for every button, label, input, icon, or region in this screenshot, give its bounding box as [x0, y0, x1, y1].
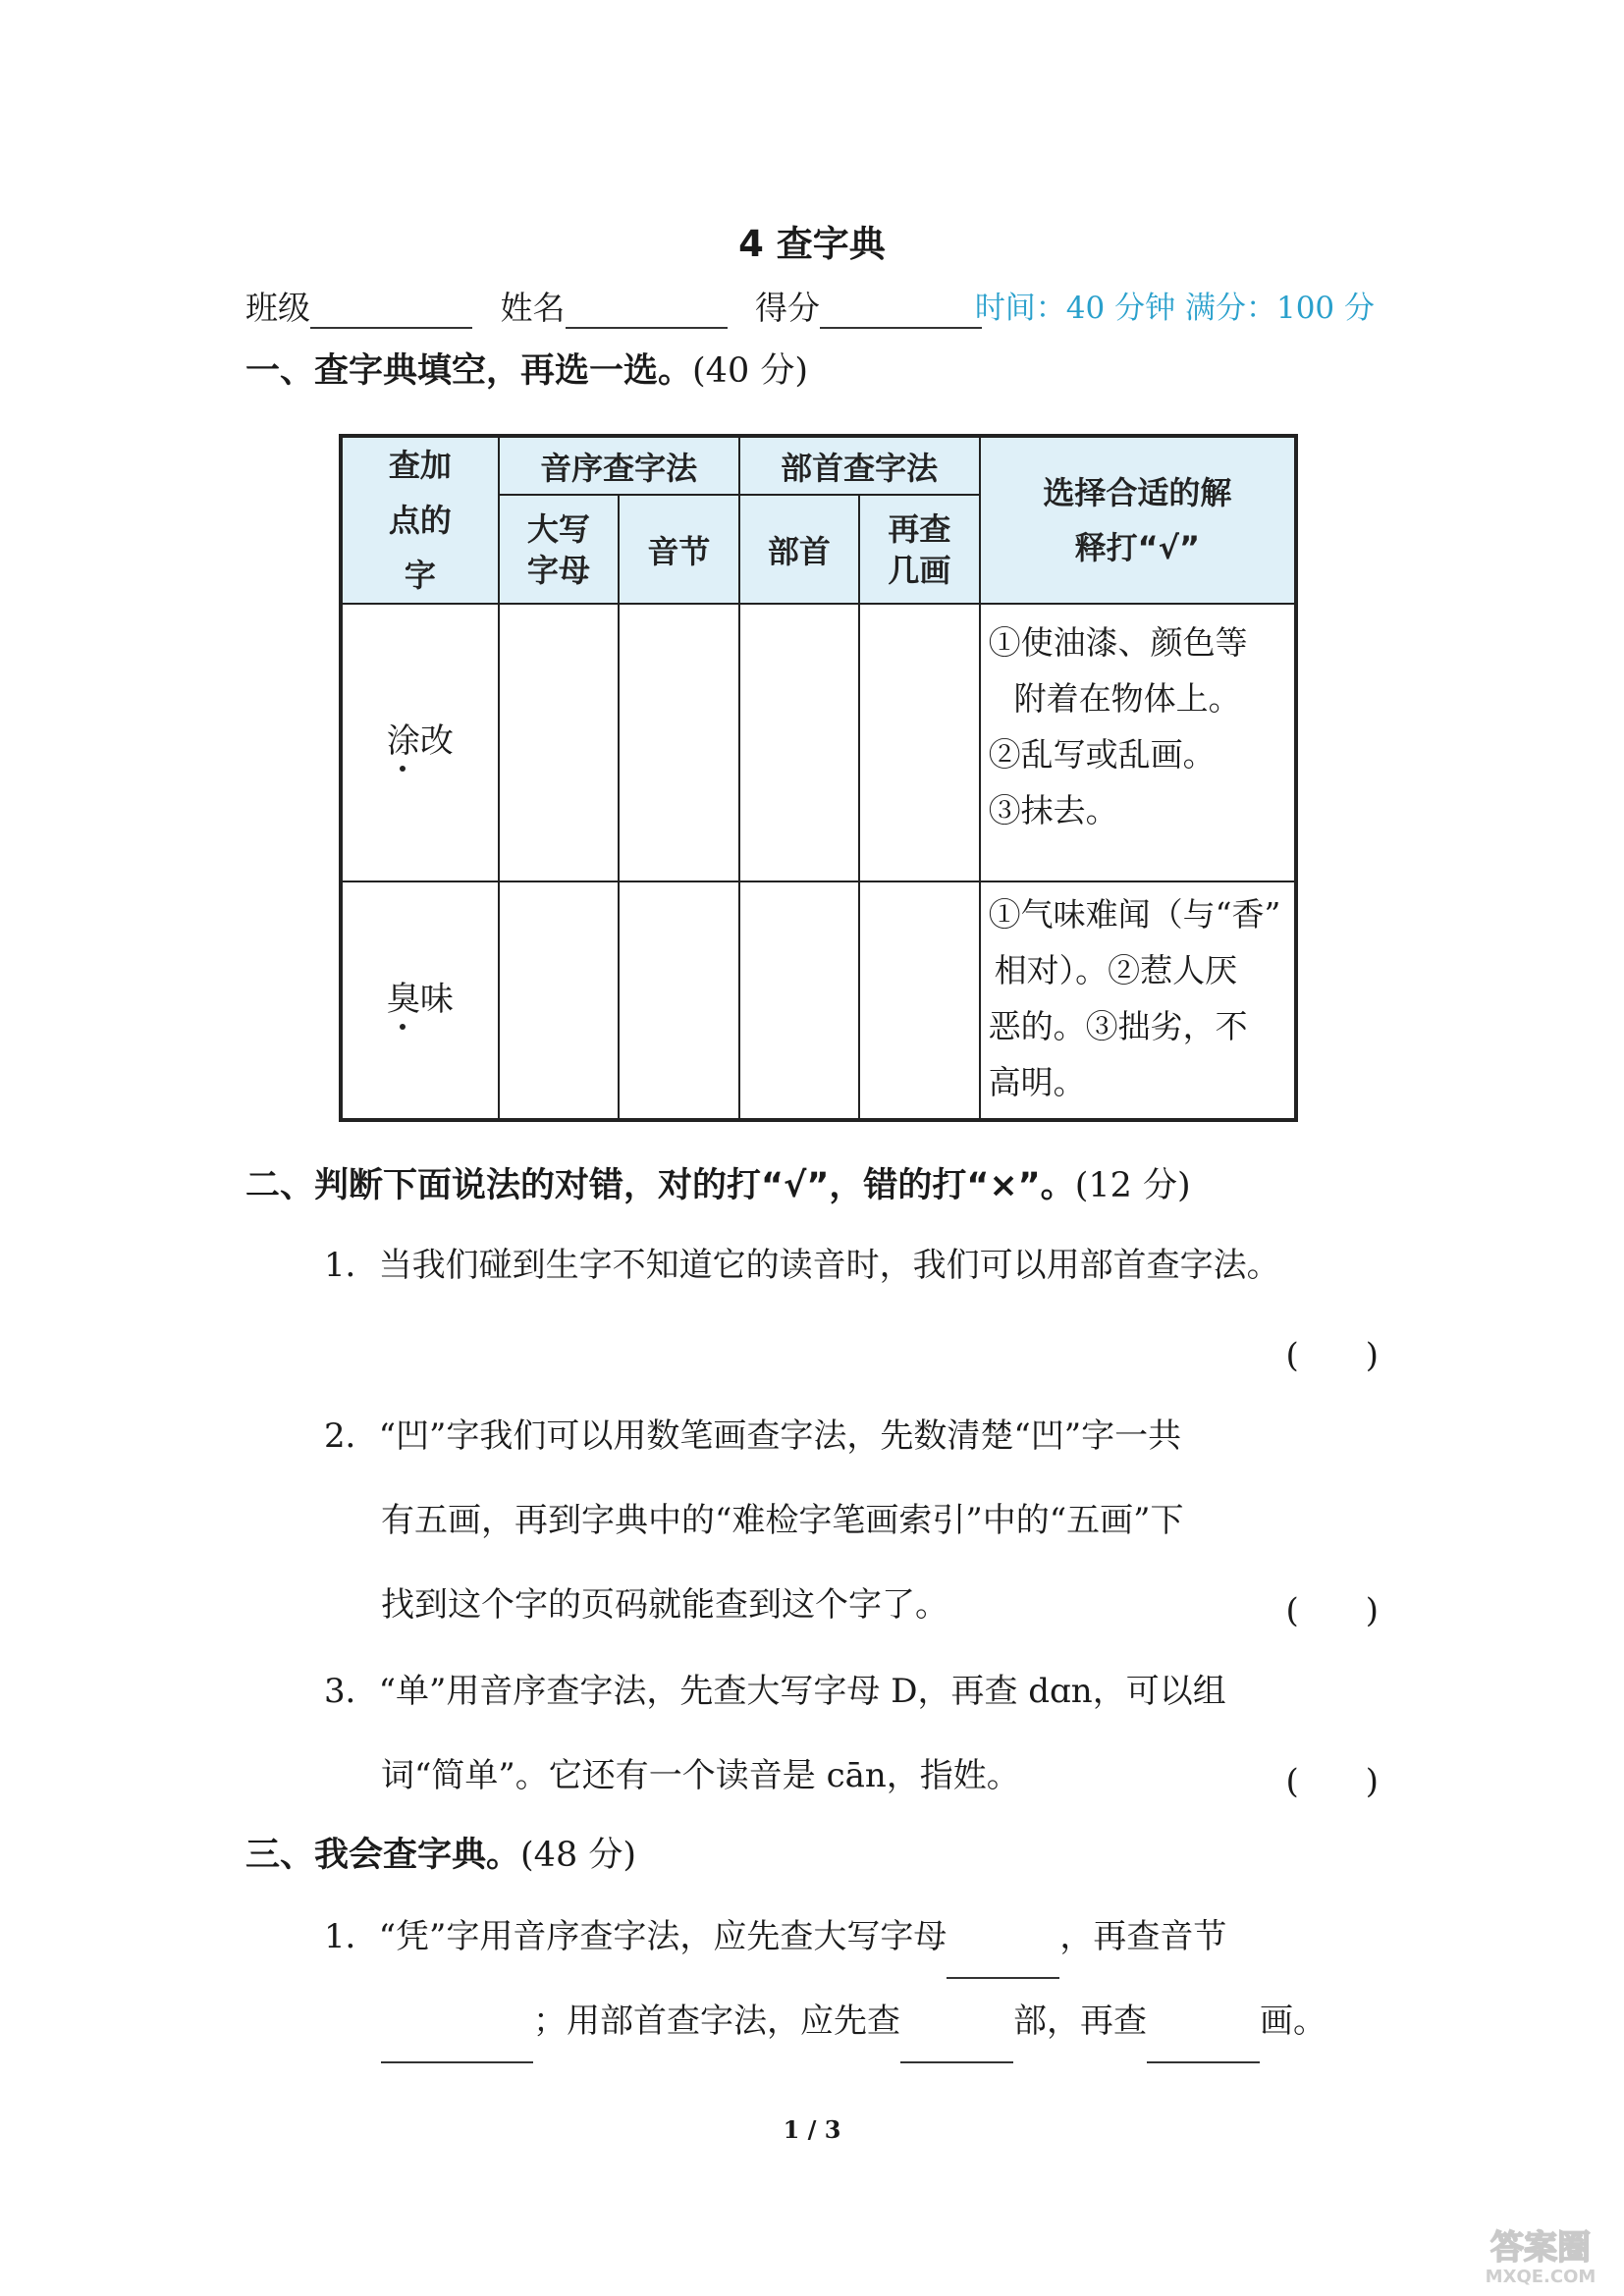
meaning-line: 附着在物体上。	[1013, 679, 1241, 718]
score-blank[interactable]	[820, 299, 982, 329]
section-1-points: (40 分)	[692, 351, 808, 391]
meaning-line: ①使油漆、颜色等	[988, 623, 1248, 662]
answer-parens-3[interactable]: ( )	[1285, 1762, 1379, 1801]
emphasis-dot	[400, 766, 406, 772]
answer-parens-2[interactable]: ( )	[1285, 1591, 1379, 1630]
stroke-count-cell[interactable]	[859, 881, 980, 1120]
class-blank[interactable]	[310, 299, 472, 329]
question-text: 词“简单”。它还有一个读音是 cān，指姓。	[381, 1756, 1020, 1795]
question-text: 画。	[1260, 2002, 1326, 2041]
syllable-cell[interactable]	[619, 881, 739, 1120]
judge-item-3	[324, 1649, 1384, 1818]
lookup-question-1	[324, 1895, 1384, 2063]
header-syllable: 音节	[619, 495, 739, 604]
header-radical: 部首	[739, 495, 860, 604]
name-label: 姓名	[500, 289, 566, 327]
section-2-heading	[245, 1158, 1191, 1207]
dotted-char: 臭	[386, 979, 420, 1019]
word-rest: 味	[419, 979, 454, 1019]
word-rest: 改	[419, 721, 454, 761]
section-3-heading	[245, 1828, 636, 1877]
page-number: 1 / 3	[783, 2115, 841, 2144]
judge-item-2	[324, 1394, 1384, 1647]
dotted-char: 涂	[386, 721, 420, 761]
lookup-word	[341, 604, 499, 881]
section-1-title: 一、查字典填空，再选一选。	[245, 351, 693, 391]
judge-item-1	[324, 1223, 1384, 1308]
name-blank[interactable]	[566, 299, 728, 329]
question-text: 3．“单”用音序查字法，先查大写字母 D，再查 dɑn，可以组	[324, 1672, 1226, 1711]
header-choose-meaning: 选择合适的解释打“√”	[980, 436, 1296, 604]
meaning-options[interactable]	[980, 604, 1296, 881]
meaning-options[interactable]	[980, 881, 1296, 1120]
capital-letter-cell[interactable]	[499, 881, 620, 1120]
meaning-line: 高明。	[988, 1063, 1086, 1101]
question-text: 有五画，再到字典中的“难检字笔画索引”中的“五画”下	[381, 1501, 1184, 1540]
capital-letter-cell[interactable]	[499, 604, 620, 881]
score-label: 得分	[755, 289, 820, 327]
page-title: 4 查字典	[738, 223, 886, 265]
svg-text:答案圈: 答案圈	[1490, 2228, 1591, 2268]
capital-letter-blank[interactable]	[947, 1944, 1059, 1979]
table-row	[341, 604, 1296, 881]
radical-blank[interactable]	[900, 2028, 1013, 2063]
section-3-points: (48 分)	[520, 1836, 636, 1875]
radical-cell[interactable]	[739, 881, 860, 1120]
header-phonetic-method: 音序查字法	[499, 436, 739, 495]
emphasis-dot	[400, 1024, 406, 1030]
student-info-row	[245, 283, 1375, 329]
class-label: 班级	[245, 289, 310, 327]
header-capital-letter: 大写字母	[499, 495, 620, 604]
dictionary-lookup-table	[339, 434, 1298, 1122]
section-2-title: 二、判断下面说法的对错，对的打“√”，错的打“×”。	[245, 1166, 1075, 1205]
meaning-line: 恶的。③拙劣，不	[988, 1007, 1248, 1045]
meaning-line: ③抹去。	[988, 791, 1118, 829]
watermark-logo	[1467, 2221, 1614, 2288]
answer-parens-1[interactable]: ( )	[1285, 1336, 1379, 1375]
header-lookup-char: 查加点的字	[341, 436, 499, 604]
section-2-points: (12 分)	[1074, 1166, 1191, 1205]
stroke-blank[interactable]	[1147, 2028, 1260, 2063]
syllable-blank[interactable]	[381, 2028, 533, 2063]
time-and-score-info: 时间：40 分钟 满分：100 分	[974, 291, 1375, 326]
radical-cell[interactable]	[739, 604, 860, 881]
header-radical-method: 部首查字法	[739, 436, 980, 495]
syllable-cell[interactable]	[619, 604, 739, 881]
section-1-heading	[245, 344, 808, 393]
meaning-line: ②乱写或乱画。	[988, 735, 1216, 774]
svg-text:MXQE.COM: MXQE.COM	[1485, 2267, 1597, 2287]
table-row	[341, 881, 1296, 1120]
question-text: 1．当我们碰到生字不知道它的读音时，我们可以用部首查字法。	[324, 1246, 1280, 1285]
question-text: 部，再查	[1013, 2002, 1147, 2041]
header-stroke-count: 再查几画	[859, 495, 980, 604]
meaning-line: 相对）。②惹人厌	[994, 951, 1238, 989]
question-text: 找到这个字的页码就能查到这个字了。	[381, 1585, 948, 1625]
stroke-count-cell[interactable]	[859, 604, 980, 881]
lookup-word	[341, 881, 499, 1120]
section-3-title: 三、我会查字典。	[245, 1836, 521, 1875]
question-text: ；用部首查字法，应先查	[533, 2002, 900, 2041]
question-text: 1．“凭”字用音序查字法，应先查大写字母	[324, 1917, 947, 1956]
question-text: 2．“凹”字我们可以用数笔画查字法，先数清楚“凹”字一共	[324, 1416, 1182, 1456]
meaning-line: ①气味难闻（与“香”	[988, 895, 1281, 934]
question-text: ，再查音节	[1059, 1917, 1227, 1956]
